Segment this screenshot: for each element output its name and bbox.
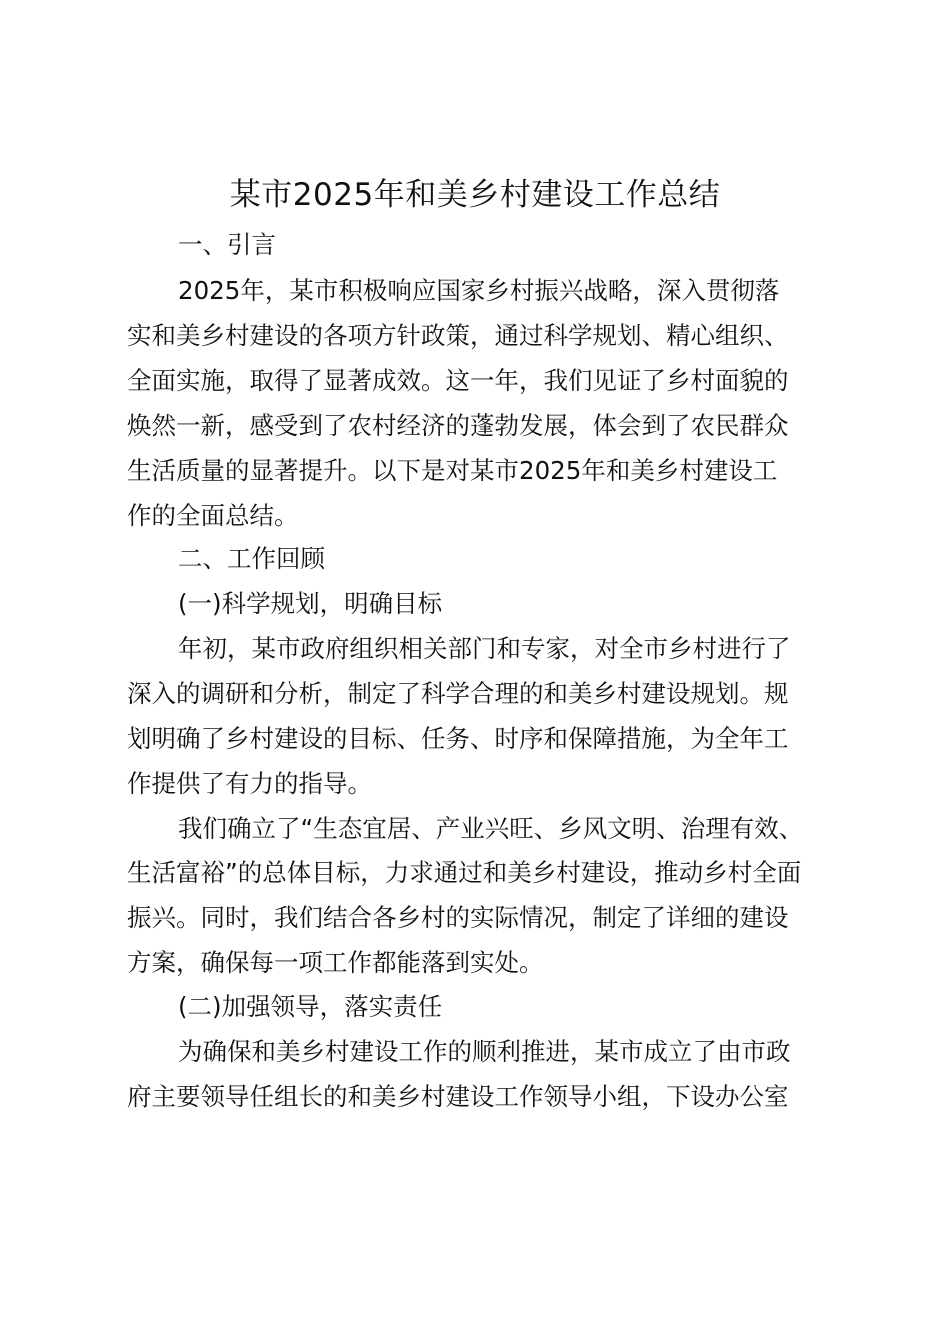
paragraph-line: 振兴。同时，我们结合各乡村的实际情况，制定了详细的建设 <box>127 903 789 932</box>
document-title: 某市2025年和美乡村建设工作总结 <box>229 177 721 213</box>
section-heading-review: 二、工作回顾 <box>178 544 325 573</box>
paragraph-line: 全面实施，取得了显著成效。这一年，我们见证了乡村面貌的 <box>127 366 789 395</box>
paragraph-line: 我们确立了“生态宜居、产业兴旺、乡风文明、治理有效、 <box>178 814 804 843</box>
paragraph-line: 府主要领导任组长的和美乡村建设工作领导小组，下设办公室 <box>127 1082 789 1111</box>
paragraph-line: 为确保和美乡村建设工作的顺利推进，某市成立了由市政 <box>178 1037 791 1066</box>
paragraph-line: 划明确了乡村建设的目标、任务、时序和保障措施，为全年工 <box>127 724 789 753</box>
paragraph-line: 年初，某市政府组织相关部门和专家，对全市乡村进行了 <box>178 634 791 663</box>
paragraph-line: 深入的调研和分析，制定了科学合理的和美乡村建设规划。规 <box>127 679 789 708</box>
paragraph-line: 2025年，某市积极响应国家乡村振兴战略，深入贯彻落 <box>178 276 780 305</box>
subsection-heading: (一)科学规划，明确目标 <box>178 589 443 618</box>
section-heading-intro: 一、引言 <box>178 230 276 259</box>
paragraph-line: 方案，确保每一项工作都能落到实处。 <box>127 948 544 977</box>
paragraph-line: 焕然一新，感受到了农村经济的蓬勃发展，体会到了农民群众 <box>127 411 789 440</box>
paragraph-line: 实和美乡村建设的各项方针政策，通过科学规划、精心组织、 <box>127 321 789 350</box>
paragraph-line: 作提供了有力的指导。 <box>127 769 372 798</box>
paragraph-line: 生活质量的显著提升。以下是对某市2025年和美乡村建设工 <box>127 456 778 485</box>
paragraph-line: 生活富裕”的总体目标，力求通过和美乡村建设，推动乡村全面 <box>127 858 802 887</box>
subsection-heading: (二)加强领导，落实责任 <box>178 992 443 1021</box>
paragraph-line: 作的全面总结。 <box>127 501 299 530</box>
